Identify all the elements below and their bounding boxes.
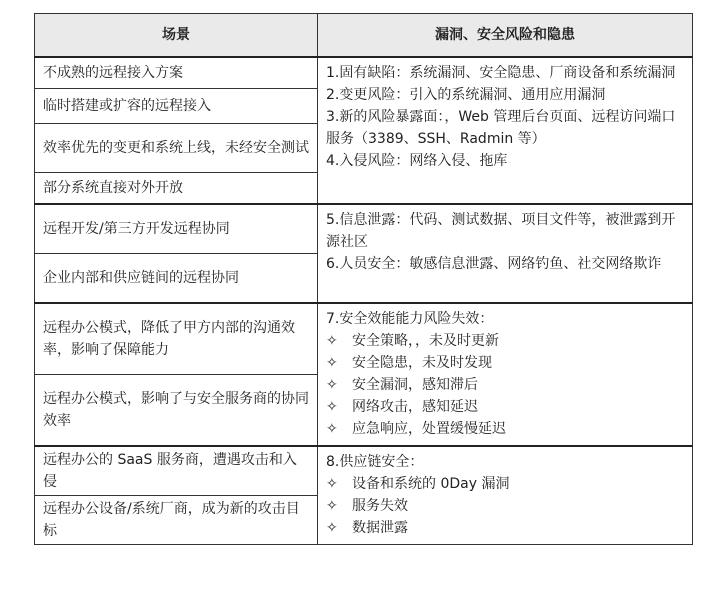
diamond-bullet-icon: ✧ [326, 399, 338, 415]
risk-table [34, 13, 693, 545]
risk-bullet: ✧ 数据泄露 [326, 517, 684, 539]
scenario-cell: 企业内部和供应链间的远程协同 [35, 254, 318, 304]
risk-item: 2.变更风险：引入的系统漏洞、通用应用漏洞 [326, 87, 606, 103]
risk-cell-group-1 [318, 57, 693, 204]
diamond-bullet-icon: ✧ [326, 498, 338, 514]
risk-item: 3.新的风险暴露面：，Web 管理后台页面、远程访问端口服务（3389、SSH、Radmin 等） [326, 109, 676, 147]
risk-bullet: ✧ 服务失效 [326, 495, 684, 517]
scenario-cell: 效率优先的变更和系统上线，未经安全测试 [35, 124, 318, 173]
scenario-cell: 远程办公模式，降低了甲方内部的沟通效率，影响了保障能力 [35, 303, 318, 375]
risk-item: 1.固有缺陷：系统漏洞、安全隐患、厂商设备和系统漏洞 [326, 65, 676, 81]
diamond-bullet-icon: ✧ [326, 421, 338, 437]
table-row [35, 204, 693, 254]
header-row [35, 14, 693, 58]
table-row [35, 57, 693, 89]
risk-group-title: 8.供应链安全： [326, 454, 424, 470]
risk-bullet: ✧ 设备和系统的 0Day 漏洞 [326, 473, 684, 495]
table-row [35, 303, 693, 375]
diamond-bullet-icon: ✧ [326, 476, 338, 492]
risk-cell-group-3 [318, 303, 693, 446]
scenario-cell: 远程办公的 SaaS 服务商，遭遇攻击和入侵 [35, 446, 318, 496]
risk-item: 5.信息泄露：代码、测试数据、项目文件等，被泄露到开源社区 [326, 212, 676, 250]
risk-item: 4.入侵风险：网络入侵、拖库 [326, 153, 508, 169]
diamond-bullet-icon: ✧ [326, 377, 338, 393]
risk-bullet: ✧ 安全漏洞，感知滞后 [326, 374, 684, 396]
risk-item: 6.人员安全：敏感信息泄露、网络钓鱼、社交网络欺诈 [326, 256, 662, 272]
risk-bullet: ✧ 网络攻击，感知延迟 [326, 396, 684, 418]
risk-bullet: ✧ 应急响应，处置缓慢延迟 [326, 418, 684, 440]
risk-bullet: ✧ 安全策略，，未及时更新 [326, 330, 684, 352]
scenario-cell: 部分系统直接对外开放 [35, 173, 318, 205]
scenario-cell: 不成熟的远程接入方案 [35, 57, 318, 89]
diamond-bullet-icon: ✧ [326, 333, 338, 349]
risk-table-container [34, 13, 693, 545]
scenario-cell: 远程办公模式，影响了与安全服务商的协同效率 [35, 375, 318, 447]
risk-cell-group-4 [318, 446, 693, 545]
scenario-cell: 远程开发/第三方开发远程协同 [35, 204, 318, 254]
diamond-bullet-icon: ✧ [326, 520, 338, 536]
scenario-cell: 远程办公设备/系统厂商，成为新的攻击目标 [35, 496, 318, 545]
header-scenario: 场景 [35, 14, 318, 58]
scenario-cell: 临时搭建或扩容的远程接入 [35, 89, 318, 124]
risk-group-title: 7.安全效能能力风险失效： [326, 311, 494, 327]
table-row [35, 446, 693, 496]
header-risks: 漏洞、安全风险和隐患 [318, 14, 693, 58]
diamond-bullet-icon: ✧ [326, 355, 338, 371]
risk-cell-group-2 [318, 204, 693, 303]
risk-bullet: ✧ 安全隐患，未及时发现 [326, 352, 684, 374]
